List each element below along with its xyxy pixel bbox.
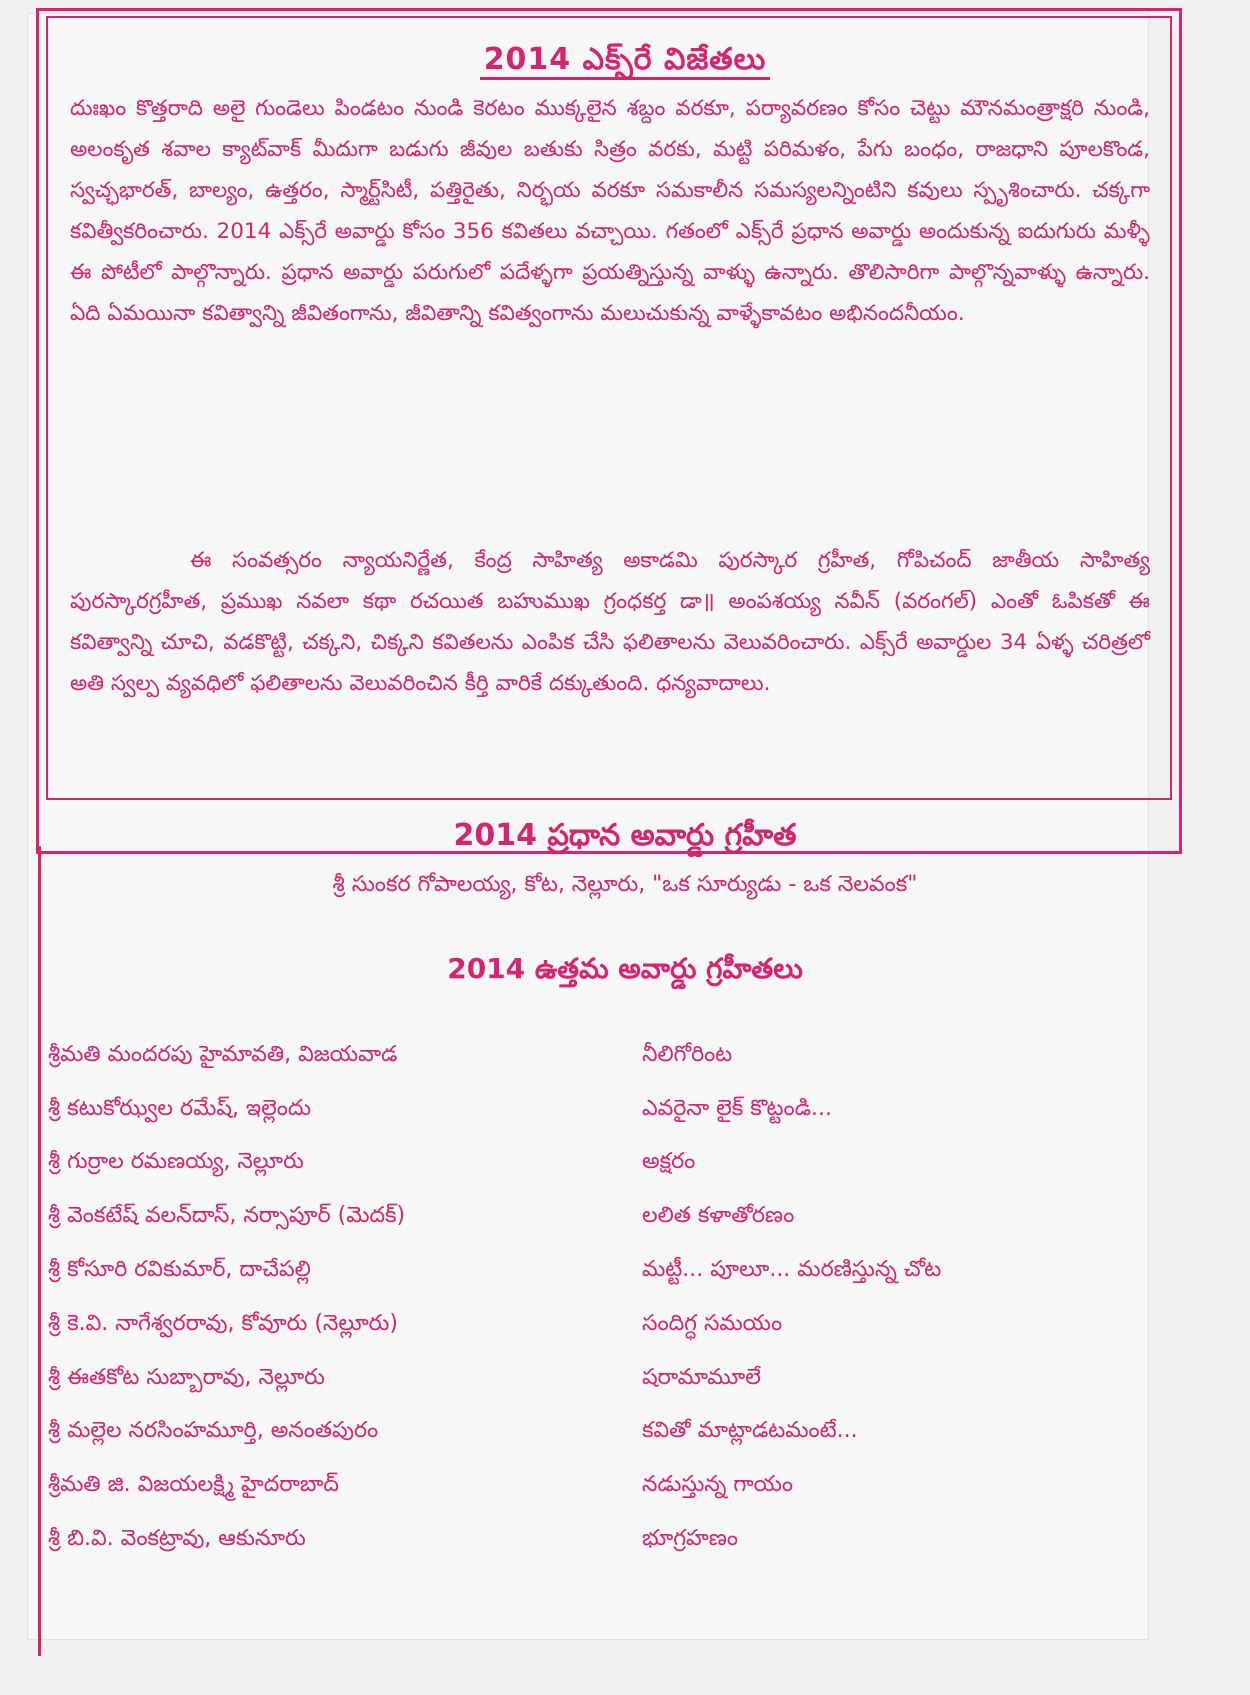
chief-award-winner: శ్రీ సుంకర గోపాలయ్య, కోట, నెల్లూరు, "ఒక సూర్యుడు - ఒక నెలవంక" <box>332 872 918 897</box>
document-title-text: 2014 ఎక్స్‌రే విజేతలు <box>480 42 771 80</box>
winner-row <box>48 1191 1148 1245</box>
winners-list <box>48 1030 1148 1568</box>
winner-name: శ్రీ ఈతకోట సుబ్బారావు, నెల్లూరు <box>48 1364 325 1390</box>
poem-title: భూగ్రహణం <box>642 1526 739 1552</box>
winner-row <box>48 1353 1148 1407</box>
winner-name: శ్రీ మల్లెల నరసింహమూర్తి, అనంతపురం <box>48 1418 379 1444</box>
poem-title: అక్షరం <box>642 1149 696 1175</box>
winner-row <box>48 1407 1148 1461</box>
winner-row <box>48 1245 1148 1299</box>
judge-paragraph: ఈ సంవత్సరం న్యాయనిర్ణేత, కేంద్ర సాహిత్య అకాడమి పురస్కార గ్రహీత, గోపిచంద్ జాతీయ సాహిత్య పురస్కారగ్రహీత, ప్రముఖ నవలా కథా రచయిత బహుముఖ గ్రంధకర్త డా॥ అంపశయ్య నవీన్ (వరంగల్) ఎంతో ఓపికతో ఈ కవిత్వాన్ని చూచి, వడకొట్టి, చక్కని, చిక్కని కవితలను ఎంపిక చేసి ఫలితాలను వెలువరించారు. ఎక్స్‌రే అవార్డుల 34 ఏళ్ళ చరిత్రలో అతి స్వల్ప వ్యవధిలో ఫలితాలను వెలువరించిన కీర్తి వారికే దక్కుతుంది. ధన్యవాదాలు. <box>70 548 1150 696</box>
poem-title: మట్టీ... పూలూ... మరణిస్తున్న చోట <box>642 1257 942 1283</box>
poem-title: లలిత కళాతోరణం <box>642 1203 795 1229</box>
poem-title: సందిగ్ధ సమయం <box>642 1310 783 1336</box>
winner-row <box>48 1460 1148 1514</box>
poem-title: నీలిగోరింట <box>642 1041 733 1067</box>
poem-title: నడుస్తున్న గాయం <box>642 1472 794 1498</box>
winner-name: శ్రీ కె.వి. నాగేశ్వరరావు, కోవూరు (నెల్లూరు) <box>48 1310 398 1336</box>
intro-paragraph: దుఃఖం కొత్తరాది అలై గుండెలు పిండటం నుండి కెరటం ముక్కలైన శబ్దం వరకూ, పర్యావరణం కోసం చెట్టు మౌనమంత్రాక్షరి నుండి, అలంకృత శవాల క్యాట్‌వాక్ మీదుగా బడుగు జీవుల బతుకు సిత్రం వరకు, మట్టి పరిమళం, పేగు బంధం, రాజధాని పూలకొండ, స్వచ్ఛభారత్, బాల్యం, ఉత్తరం, స్మార్ట్‌సిటీ, పత్తిరైతు, నిర్భయ వరకూ సమకాలీన సమస్యలన్నింటిని కవులు స్పృశించారు. చక్కగా కవిత్వీకరించారు. 2014 ఎక్స్‌రే అవార్డు కోసం 356 కవితలు వచ్చాయి. గతంలో ఎక్స్‌రే ప్రధాన అవార్డు అందుకున్న ఐదుగురు మళ్ళీ ఈ పోటీలో పాల్గొన్నారు. ప్రధాన అవార్డు పరుగులో పదేళ్ళగా ప్రయత్నిస్తున్న వాళ్ళు ఉన్నారు. తొలిసారిగా పాల్గొన్నవాళ్ళు ఉన్నారు. ఏది ఏమయినా కవిత్వాన్ని జీవితంగాను, జీవితాన్ని కవిత్వంగాను మలుచుకున్న వాళ్ళేకావటం అభినందనీయం. <box>70 96 1150 326</box>
poem-title: ఎవరైనా లైక్ కొట్టండి... <box>642 1095 832 1121</box>
winner-row <box>48 1084 1148 1138</box>
winner-row <box>48 1299 1148 1353</box>
poem-title: కవితో మాట్లాడటమంటే... <box>642 1418 858 1444</box>
winner-row <box>48 1138 1148 1192</box>
winner-name: శ్రీ గుర్రాల రమణయ్య, నెల్లూరు <box>48 1149 304 1175</box>
winner-name: శ్రీ కటుకోఝ్వల రమేష్, ఇల్లెందు <box>48 1095 312 1121</box>
winner-name: శ్రీ కోసూరి రవికుమార్, దాచేపల్లి <box>48 1257 311 1283</box>
best-awards-title: 2014 ఉత్తమ అవార్డు గ్రహీతలు <box>447 952 803 985</box>
poem-title: షరామామూలే <box>642 1364 761 1390</box>
winner-row <box>48 1514 1148 1568</box>
winner-row <box>48 1030 1148 1084</box>
document-title <box>0 42 1250 84</box>
chief-award-title: 2014 ప్రధాన అవార్డు గ్రహీత <box>453 818 797 853</box>
winner-name: శ్రీమతి మందరపు హైమావతి, విజయవాడ <box>48 1041 398 1067</box>
winner-name: శ్రీ వెంకటేష్ వలన్‌దాస్, నర్సాపూర్ (మెదక్) <box>48 1203 406 1229</box>
winner-name: శ్రీమతి జి. విజయలక్ష్మి హైదరాబాద్ <box>48 1472 339 1498</box>
winner-name: శ్రీ బి.వి. వెంకట్రావు, ఆకునూరు <box>48 1526 306 1552</box>
